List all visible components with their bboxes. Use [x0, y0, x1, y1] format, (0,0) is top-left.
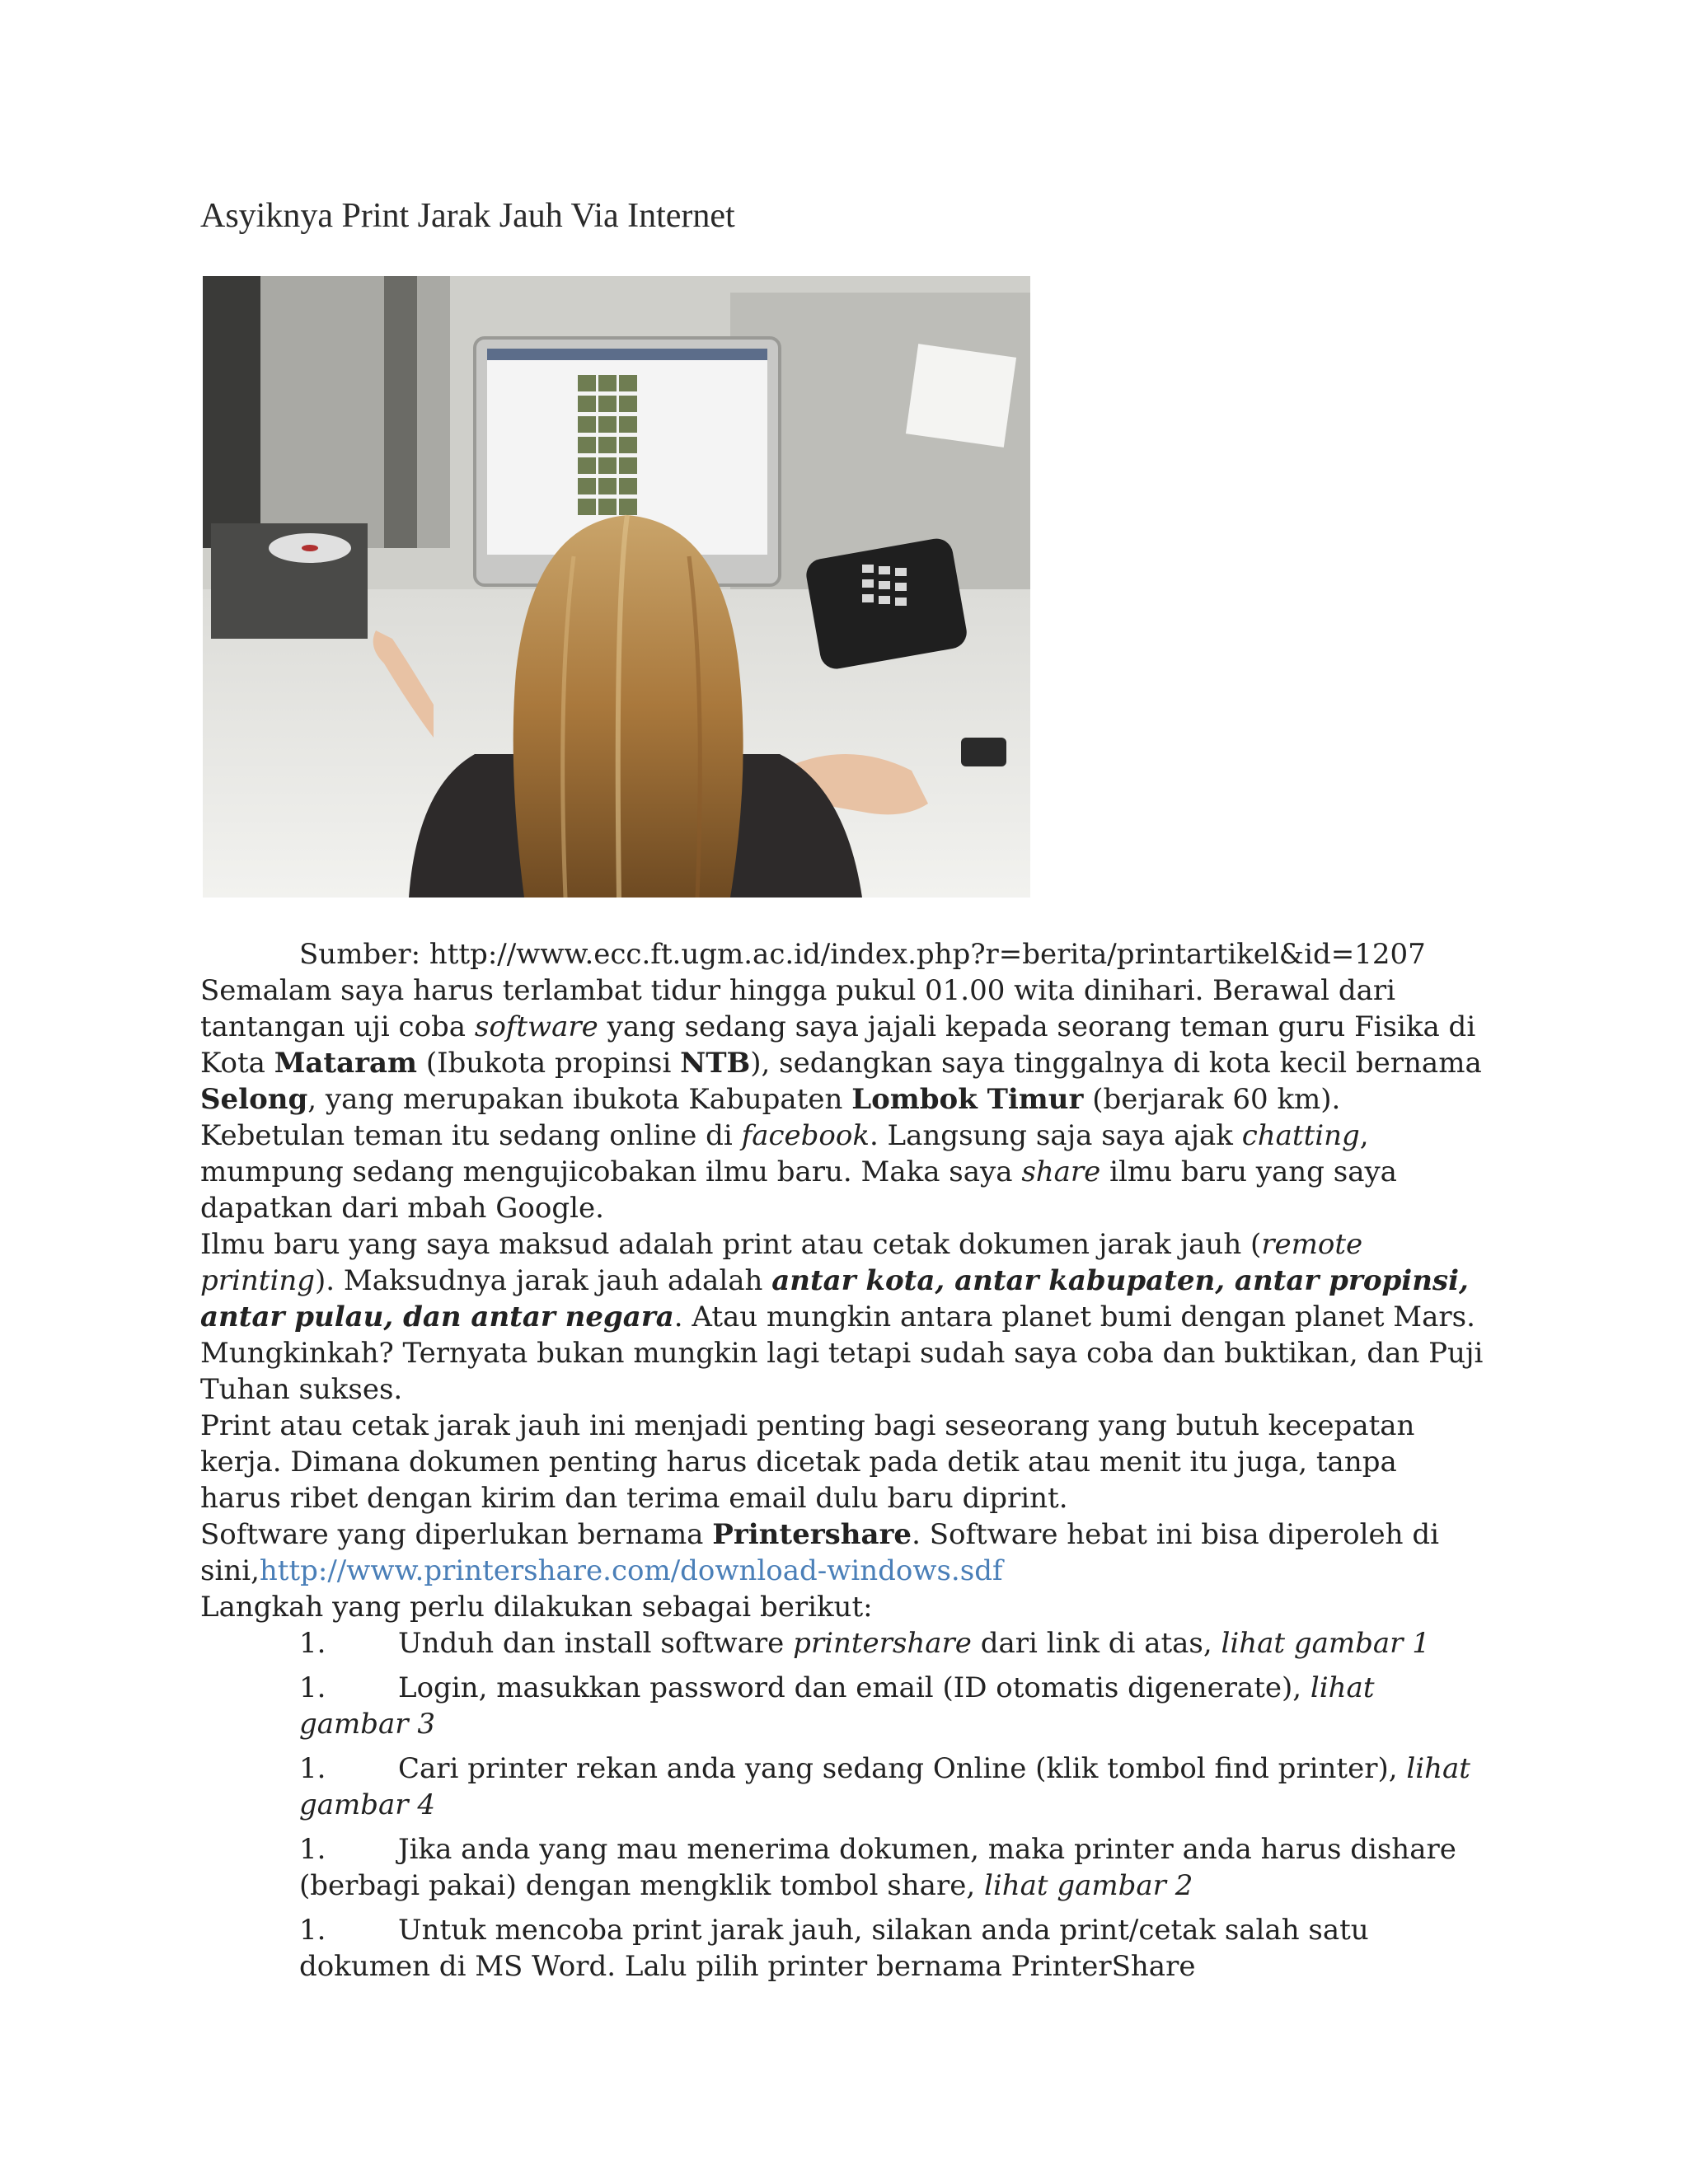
list-item: 1. Cari printer rekan anda yang sedang Online (klik tombol find printer), lihat gambar 4	[299, 1752, 1470, 1821]
article-photo	[203, 276, 1030, 898]
paragraph-1: Semalam saya harus terlambat tidur hingga pukul 01.00 wita dinihari. Berawal dari tantangan uji coba software yang sedang saya jajali kepada seorang teman guru Fisika di Kota Mataram (Ibukota propinsi NTB), sedangkan saya tinggalnya di kota kecil bernama Selong, yang merupakan ibukota Kabupaten Lombok Timur (berjarak 60 km). Kebetulan teman itu sedang online di facebook. Langsung saja saya ajak chatting, mumpung sedang mengujicobakan ilmu baru. Maka saya share ilmu baru yang saya dapatkan dari mbah Google.	[200, 974, 1482, 1225]
paragraph-2: Ilmu baru yang saya maksud adalah print atau cetak dokumen jarak jauh (remote printing). Maksudnya jarak jauh adalah antar kota, antar kabupaten, antar propinsi, antar pulau, dan antar negara. Atau mungkin antara planet bumi dengan planet Mars. Mungkinkah? Ternyata bukan mungkin lagi tetapi sudah saya coba dan buktikan, dan Puji Tuhan sukses.	[200, 1228, 1484, 1406]
source-line: Sumber: http://www.ecc.ft.ugm.ac.id/index.php?r=berita/printartikel&id=1207	[299, 938, 1426, 971]
page-title: Asyiknya Print Jarak Jauh Via Internet	[200, 197, 735, 235]
list-item: 1. Login, masukkan password dan email (ID otomatis digenerate), lihat gambar 3	[299, 1671, 1375, 1741]
paragraph-5: Langkah yang perlu dilakukan sebagai berikut:	[200, 1591, 873, 1624]
steps-list	[200, 1625, 1486, 1985]
list-item: 1. Jika anda yang mau menerima dokumen, maka printer anda harus dishare (berbagi pakai) dengan mengklik tombol share, lihat gambar 2	[299, 1833, 1456, 1902]
paragraph-4: Software yang diperlukan bernama Printershare. Software hebat ini bisa diperoleh di sini,http://www.printershare.com/download-windows.sdf	[200, 1518, 1439, 1587]
list-item: 1. Unduh dan install software printershare dari link di atas, lihat gambar 1	[299, 1627, 1430, 1660]
list-item: 1. Untuk mencoba print jarak jauh, silakan anda print/cetak salah satu dokumen di MS Word. Lalu pilih printer bernama PrinterShare	[299, 1914, 1369, 1983]
download-link[interactable]: http://www.printershare.com/download-windows.sdf	[259, 1554, 1003, 1587]
paragraph-3: Print atau cetak jarak jauh ini menjadi penting bagi seseorang yang butuh kecepatan kerja. Dimana dokumen penting harus dicetak pada detik atau menit itu juga, tanpa harus ribet dengan kirim dan terima email dulu baru diprint.	[200, 1409, 1415, 1515]
article-body	[200, 936, 1486, 1993]
